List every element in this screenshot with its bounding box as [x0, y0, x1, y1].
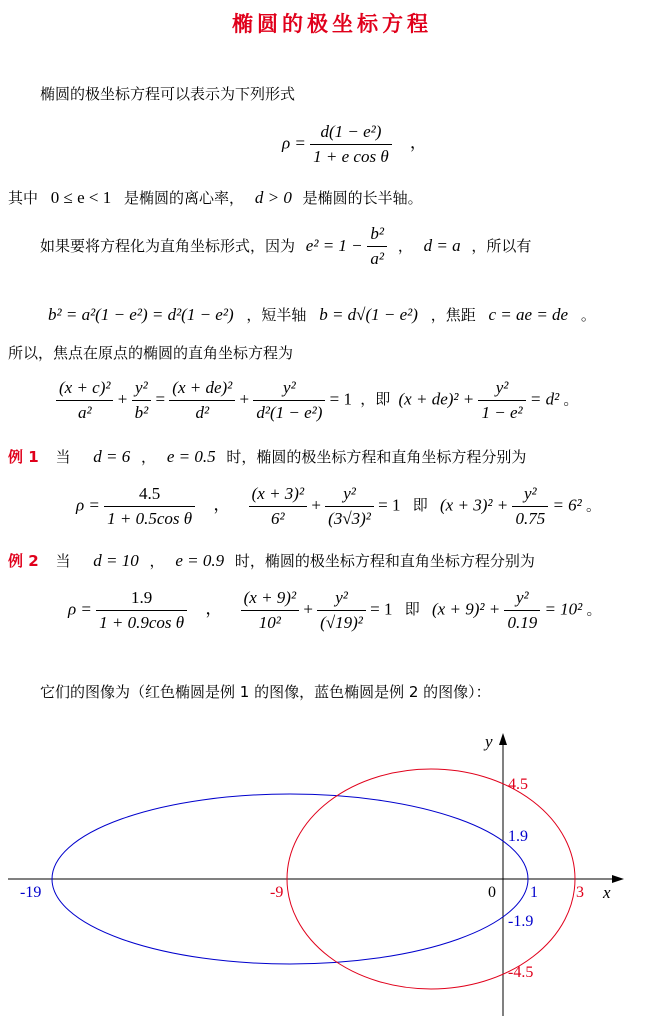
- blue-top-label: 1.9: [508, 828, 528, 845]
- example-1-line: 例 1 当 d = 6 ， e = 0.5 时，椭圆的极坐标方程和直角坐标方程分别为: [8, 447, 527, 466]
- origin-text: 所以，焦点在原点的椭圆的直角坐标方程为: [8, 344, 294, 362]
- example-2-formulas: ρ = $\frac{1.9}{\text{1 + 0.9cos θ}}$ ， $\frac{\text{(x + 9)²}}{\text{10²}}$ + $\frac{\text{y²}}{\text{(√19)²}}$ = 1 即 (x + 9)² + $\frac{\text{y²}}{0.19}$ = 10² 。: [68, 586, 602, 635]
- red-top-label: 4.5: [508, 776, 528, 793]
- red-right-label: 3: [576, 884, 584, 901]
- convert-line: 如果要将方程化为直角坐标形式，因为 e² = 1 − $\frac{\text{b²}}{\text{a²}}$ ， d = a ，所以有: [40, 222, 531, 271]
- y-axis-arrow-icon: [499, 733, 507, 745]
- semi-minor-line: b² = a²(1 − e²) = d²(1 − e²) ，短半轴 b = d√(1 − e²) ，焦距 c = ae = de 。: [48, 305, 596, 324]
- blue-right-label: 1: [530, 884, 538, 901]
- graph-caption: 它们的图像为（红色椭圆是例 1 的图像，蓝色椭圆是例 2 的图像）：: [40, 683, 491, 701]
- ellipse-plot: [0, 725, 664, 1016]
- x-axis-label: x: [603, 883, 611, 902]
- y-axis-label: y: [485, 732, 493, 751]
- origin-label: 0: [488, 884, 496, 901]
- example-1-label: 例 1: [8, 448, 39, 466]
- cartesian-formula: $\frac{\text{(x + c)²}}{\text{a²}}$ + $\frac{\text{y²}}{\text{b²}}$ = $\frac{\text{(x + de)²}}{\text{d²}}$ + $\frac{\text{y²}}{\text{d²(1 − e²)}}$ = 1 ，即 (x + de)² + $\frac{\text{y²}}{\text{1 − e²}}$ = d² 。: [56, 376, 578, 425]
- red-left-label: -9: [270, 884, 284, 901]
- example-1-formulas: ρ = $\frac{4.5}{\text{1 + 0.5cos θ}}$ ， $\frac{\text{(x + 3)²}}{\text{6²}}$ + $\frac{\text{y²}}{\text{(3√3)²}}$ = 1 即 (x + 3)² + $\frac{\text{y²}}{0.75}$ = 6² 。: [76, 482, 601, 531]
- conditions-line: 其中 0 ≤ e < 1 是椭圆的离心率， d > 0 是椭圆的长半轴。: [8, 188, 423, 207]
- example-2-label: 例 2: [8, 552, 39, 570]
- page-title: 椭圆的极坐标方程: [232, 12, 432, 36]
- red-bottom-label: -4.5: [508, 964, 534, 981]
- polar-formula: ρ = $\frac{\text{d(1 − e²)}}{\text{1 + e cos θ}}$ ，: [282, 120, 427, 169]
- example-2-line: 例 2 当 d = 10 ， e = 0.9 时，椭圆的极坐标方程和直角坐标方程分别为: [8, 551, 535, 570]
- x-axis-arrow-icon: [612, 875, 624, 883]
- blue-bottom-label: -1.9: [508, 913, 534, 930]
- blue-left-label: -19: [20, 884, 42, 901]
- polar-fraction: $\frac{\text{d(1 − e²)}}{\text{1 + e cos θ}}$: [310, 120, 392, 169]
- intro-text: 椭圆的极坐标方程可以表示为下列形式: [40, 85, 296, 103]
